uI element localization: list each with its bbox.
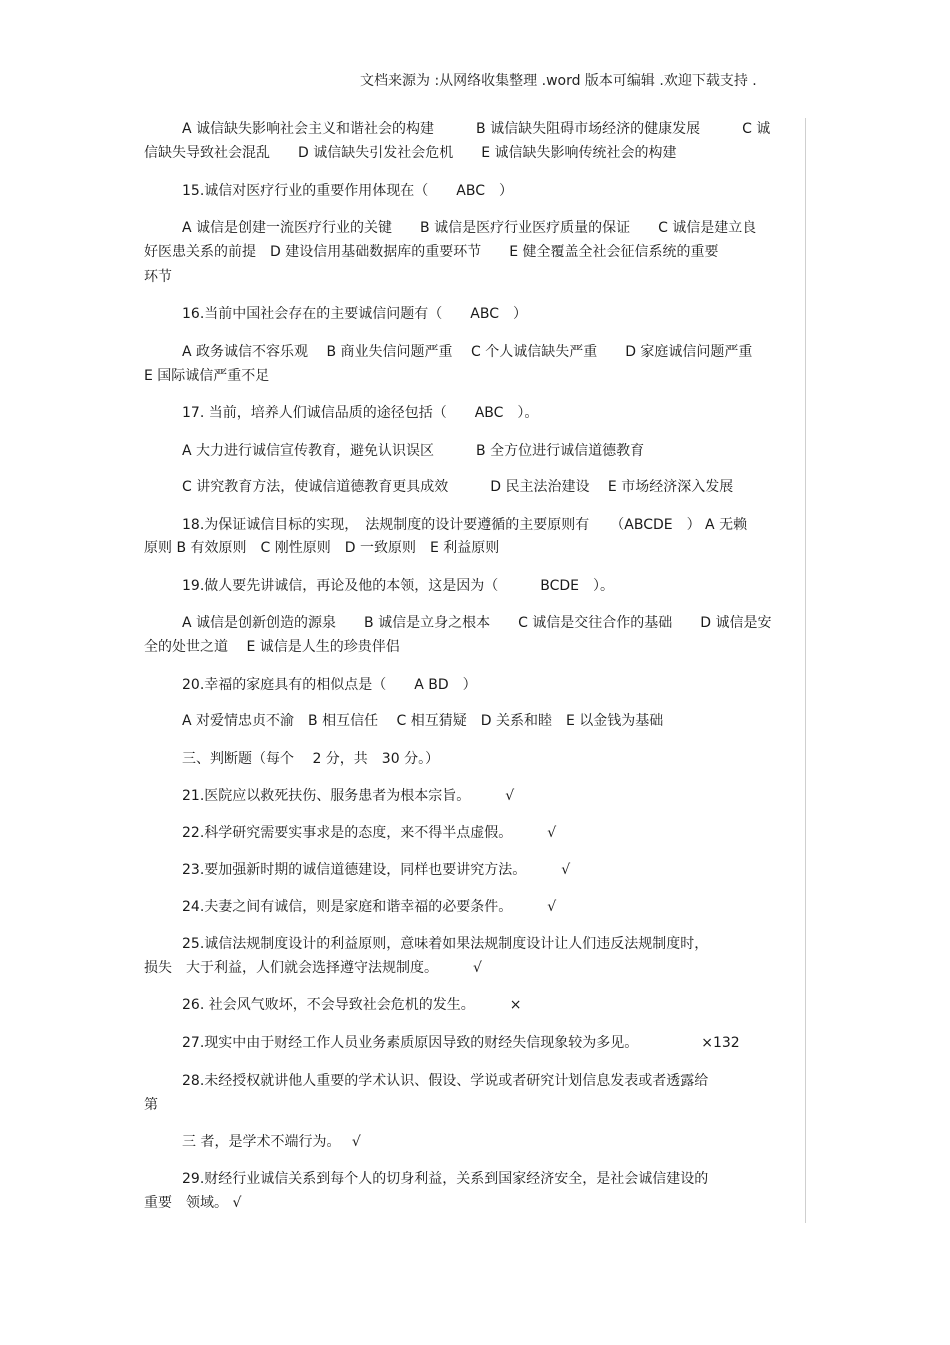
option-line: 环节 — [144, 269, 172, 285]
option-line: 全的处世之道 E 诚信是人生的珍贵伴侣 — [144, 639, 400, 655]
question-16: 16.当前中国社会存在的主要诚信问题有（ ABC ） — [182, 306, 527, 322]
question-21: 21.医院应以救死扶伤、服务患者为根本宗旨。 √ — [182, 788, 515, 804]
option-line: 原则 B 有效原则 C 刚性原则 D 一致原则 E 利益原则 — [144, 540, 500, 556]
option-line: 好医患关系的前提 D 建设信用基础数据库的重要环节 E 健全覆盖全社会征信系统的重要 — [144, 244, 719, 260]
option-line: 信缺失导致社会混乱 D 诚信缺失引发社会危机 E 诚信缺失影响传统社会的构建 — [144, 145, 677, 161]
question-27: 27.现实中由于财经工作人员业务素质原因导致的财经失信现象较为多见。 ×132 — [182, 1035, 740, 1051]
question-28-cont: 第 — [144, 1097, 158, 1113]
option-line: A 政务诚信不容乐观 B 商业失信问题严重 C 个人诚信缺失严重 D 家庭诚信问题严重 — [182, 344, 753, 360]
option-line: A 大力进行诚信宣传教育，避免认识误区 B 全方位进行诚信道德教育 — [182, 443, 645, 459]
question-19: 19.做人要先讲诚信，再论及他的本领，这是因为（ BCDE ）。 — [182, 578, 615, 594]
option-line: A 诚信是创建一流医疗行业的关键 B 诚信是医疗行业医疗质量的保证 C 诚信是建立良 — [182, 220, 757, 236]
question-29-cont: 重要 领域。 √ — [144, 1195, 242, 1211]
option-line: E 国际诚信严重不足 — [144, 368, 270, 384]
question-15: 15.诚信对医疗行业的重要作用体现在（ ABC ） — [182, 183, 513, 199]
option-line: A 对爱情忠贞不渝 B 相互信任 C 相互猜疑 D 关系和睦 E 以金钱为基础 — [182, 713, 664, 729]
right-margin-rule — [805, 118, 806, 1223]
question-24: 24.夫妻之间有诚信，则是家庭和谐幸福的必要条件。 √ — [182, 899, 557, 915]
option-line: A 诚信是创新创造的源泉 B 诚信是立身之根本 C 诚信是交往合作的基础 D 诚信是安 — [182, 615, 772, 631]
page-header: 文档来源为 :从网络收集整理 .word 版本可编辑 .欢迎下载支持 . — [360, 73, 757, 89]
option-line: A 诚信缺失影响社会主义和谐社会的构建 B 诚信缺失阻碍市场经济的健康发展 C 诚 — [182, 121, 771, 137]
question-26: 26. 社会风气败坏，不会导致社会危机的发生。 × — [182, 997, 522, 1013]
question-28: 28.未经授权就讲他人重要的学术认识、假设、学说或者研究计划信息发表或者透露给 — [182, 1073, 709, 1089]
question-18: 18.为保证诚信目标的实现， 法规制度的设计要遵循的主要原则有 （ABCDE ） A 无赖 — [182, 517, 748, 533]
question-28-cont2: 三 者，是学术不端行为。 √ — [182, 1134, 361, 1150]
question-29: 29.财经行业诚信关系到每个人的切身利益，关系到国家经济安全，是社会诚信建设的 — [182, 1171, 709, 1187]
question-23: 23.要加强新时期的诚信道德建设，同样也要讲究方法。 √ — [182, 862, 571, 878]
question-20: 20.幸福的家庭具有的相似点是（ A BD ） — [182, 677, 477, 693]
option-line: C 讲究教育方法，使诚信道德教育更具成效 D 民主法治建设 E 市场经济深入发展 — [182, 479, 734, 495]
section-heading: 三、判断题（每个 2 分，共 30 分。） — [182, 751, 440, 767]
question-22: 22.科学研究需要实事求是的态度，来不得半点虚假。 √ — [182, 825, 557, 841]
question-25: 25.诚信法规制度设计的利益原则，意味着如果法规制度设计让人们违反法规制度时， — [182, 936, 709, 952]
question-25-cont: 损失 大于利益，人们就会选择遵守法规制度。 √ — [144, 960, 482, 976]
question-17: 17. 当前，培养人们诚信品质的途径包括（ ABC ）。 — [182, 405, 539, 421]
